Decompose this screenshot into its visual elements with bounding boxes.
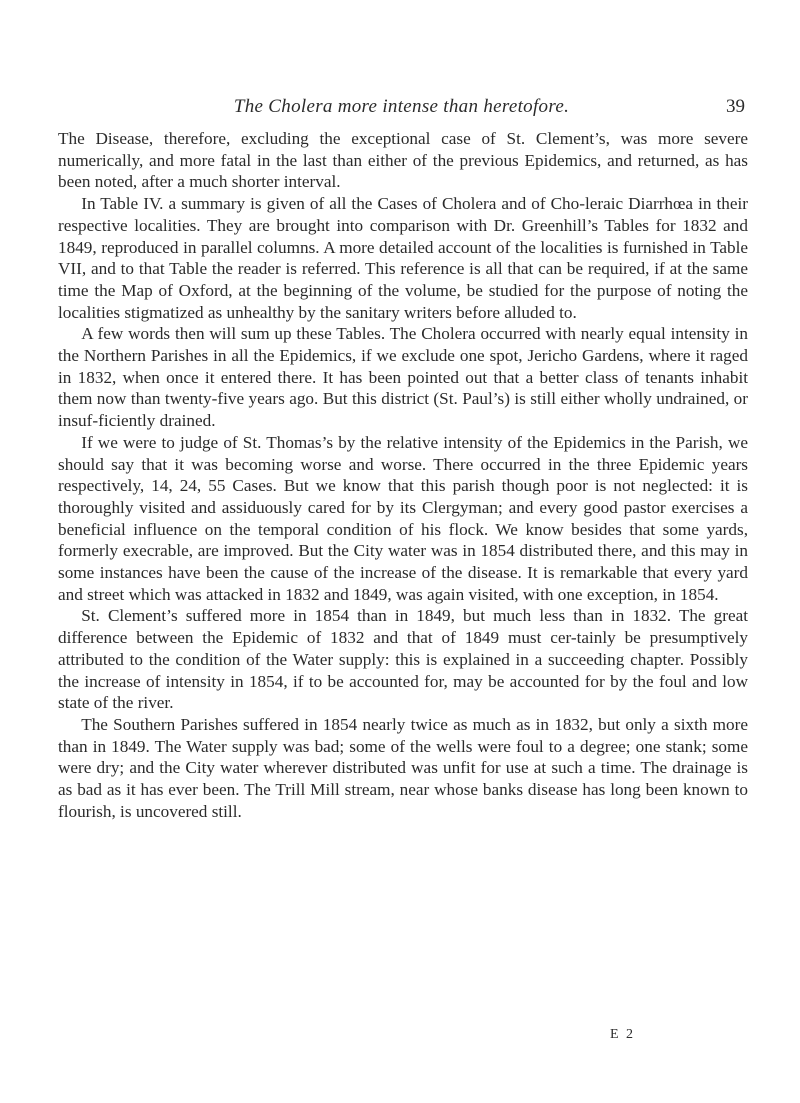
running-title: The Cholera more intense than heretofore. xyxy=(233,96,570,117)
paragraph: A few words then will sum up these Tables. The Cholera occurred with nearly equal intensity in the Northern Parishes in all the Epidemics, if we exclude one spot, Jericho Gardens, where it raged in 1832, when once it entered there. It has been pointed out that a better class of tenants inhabit them now than twenty-five years ago. But this district (St. Paul’s) is still either wholly undrained, or insuf-ficiently drained. xyxy=(58,324,748,431)
signature-mark: E 2 xyxy=(610,1027,636,1042)
page-number: 39 xyxy=(726,96,745,117)
paragraph: If we were to judge of St. Thomas’s by the relative intensity of the Epidemics in the Parish, we should say that it was becoming worse and worse. There occurred in the three Epidemic years respectively, 14, 24, 55 Cases. But we know that this parish though poor is not neglected: it is thoroughly visited and assiduously cared for by its Clergyman; and every good pastor exercises a beneficial influence on the temporal condition of his flock. We know besides that some yards, formerly execrable, are improved. But the City water was in 1854 distributed there, and this may in some instances have been the cause of the increase of the disease. It is remarkable that every yard and street which was attacked in 1832 and 1849, was again visited, with one exception, in 1854. xyxy=(58,432,748,604)
paragraph: St. Clement’s suffered more in 1854 than in 1849, but much less than in 1832. The great difference between the Epidemic of 1832 and that of 1849 must cer-tainly be presumptively attributed to the condition of the Water supply: this is explained in a succeeding chapter. Possibly the increase of intensity in 1854, if to be accounted for, may be accounted for by the foul and low state of the river. xyxy=(58,606,748,713)
paragraph: The Southern Parishes suffered in 1854 nearly twice as much as in 1832, but only a sixth more than in 1849. The Water supply was bad; some of the wells were foul to a degree; one stank; some were dry; and the City water wherever distributed was unfit for use at such a time. The drainage is as bad as it has ever been. The Trill Mill stream, near whose banks disease has long been known to flourish, is uncovered still. xyxy=(58,714,748,821)
paragraph: The Disease, therefore, excluding the exceptional case of St. Clement’s, was more severe numerically, and more fatal in the last than either of the previous Epidemics, and returned, as has been noted, after a much shorter interval. xyxy=(58,129,748,192)
running-head xyxy=(58,96,745,120)
body-text xyxy=(58,128,748,823)
paragraph: In Table IV. a summary is given of all the Cases of Cholera and of Cho-leraic Diarrhœa in their respective localities. They are brought into comparison with Dr. Greenhill’s Tables for 1832 and 1849, reproduced in parallel columns. A more detailed account of the localities is furnished in Table VII, and to that Table the reader is referred. This reference is all that can be required, if at the same time the Map of Oxford, at the beginning of the volume, be studied for the purpose of noting the localities stigmatized as unhealthy by the sanitary writers before alluded to. xyxy=(58,194,748,322)
